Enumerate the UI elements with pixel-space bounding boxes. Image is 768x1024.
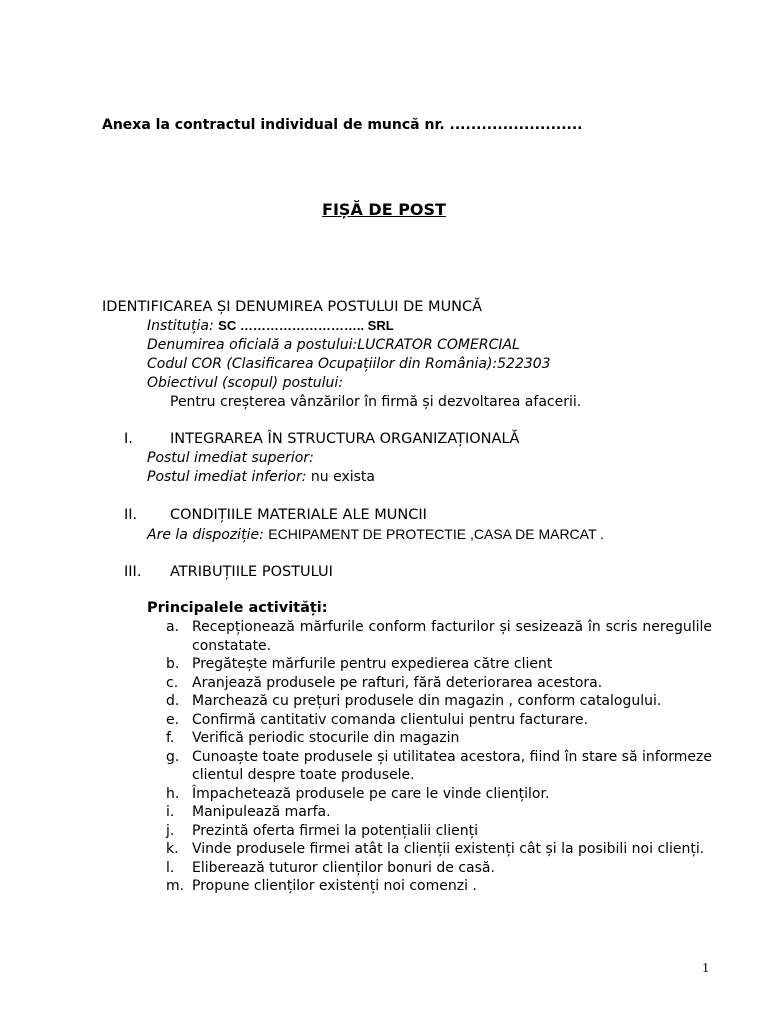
document-title: FIȘĂ DE POST — [322, 200, 446, 219]
list-item-text: Împachetează produsele pe care le vinde clienților. — [192, 785, 550, 802]
section-1-heading: INTEGRAREA ÎN STRUCTURA ORGANIZAȚIONALĂ — [170, 431, 520, 447]
inferior-post-label: Postul imediat inferior: — [147, 469, 307, 485]
superior-post-label: Postul imediat superior: — [147, 450, 314, 466]
list-item — [166, 729, 712, 748]
list-item-text: Vinde produsele firmei atât la clienții existenți cât și la posibili noi clienți. — [192, 841, 705, 857]
institution-line — [147, 317, 394, 335]
objective-text: Pentru creșterea vânzărilor în firmă și dezvoltarea afacerii. — [170, 394, 582, 410]
list-item-label: c. — [166, 674, 179, 691]
list-item-text: Eliberează tuturor clienților bonuri de casă. — [192, 859, 495, 876]
list-item — [166, 711, 712, 730]
list-item-text: Recepționează mărfurile conform facturilor și sesizează în scris neregulile constatate. — [192, 619, 712, 654]
institution-label: Instituția: — [147, 318, 214, 334]
section-3-numeral: III. — [124, 564, 142, 580]
list-item-label: g. — [166, 748, 180, 765]
list-item-label: b. — [166, 656, 180, 672]
list-item-label: d. — [166, 693, 180, 709]
cor-code-line: Codul COR (Clasificarea Ocupațiilor din România):522303 — [147, 356, 551, 372]
list-item-label: l. — [166, 859, 175, 876]
disposal-value: ECHIPAMENT DE PROTECTIE ,CASA DE MARCAT . — [268, 526, 605, 542]
list-item — [166, 655, 712, 674]
list-item-text: Prezintă oferta firmei la potențialii clienți — [192, 822, 478, 839]
list-item-text: Pregătește mărfurile pentru expedierea către client — [192, 656, 553, 672]
list-item — [166, 859, 712, 878]
list-item-label: h. — [166, 785, 180, 802]
section-3-heading: ATRIBUȚIILE POSTULUI — [170, 564, 333, 580]
inferior-post-line — [147, 468, 375, 486]
list-item — [166, 840, 712, 859]
institution-value: SC ……………………….. SRL — [218, 318, 394, 333]
list-item-text: Marchează cu prețuri produsele din magazin , conform catalogului. — [192, 693, 662, 709]
list-item — [166, 748, 712, 785]
list-item — [166, 877, 712, 896]
section-2-numeral: II. — [124, 507, 138, 523]
list-item — [166, 692, 712, 711]
list-item-text: Verifică periodic stocurile din magazin — [192, 730, 460, 746]
activities-heading: Principalele activități: — [147, 600, 328, 616]
identification-heading: IDENTIFICAREA ȘI DENUMIREA POSTULUI DE MUNCĂ — [102, 299, 483, 315]
list-item — [166, 803, 712, 822]
list-item-text: Cunoaște toate produsele și utilitatea acestora, fiind în stare să informeze clientul despre toate produsele. — [192, 748, 712, 783]
list-item-label: a. — [166, 619, 180, 635]
objective-label: Obiectivul (scopul) postului: — [147, 375, 344, 391]
list-item-label: j. — [166, 822, 175, 839]
list-item-text: Aranjează produsele pe rafturi, fără deteriorarea acestora. — [192, 674, 603, 691]
list-item-text: Manipulează marfa. — [192, 804, 331, 820]
section-1-numeral: I. — [124, 431, 133, 447]
disposal-label: Are la dispoziție: — [147, 527, 264, 543]
page-number: 1 — [702, 961, 709, 976]
official-name-line: Denumirea oficială a postului:LUCRATOR COMERCIAL — [147, 337, 520, 353]
disposal-line — [147, 525, 604, 544]
list-item — [166, 822, 712, 841]
list-item — [166, 785, 712, 804]
list-item-label: m. — [166, 878, 185, 894]
list-item-text: Confirmă cantitativ comanda clientului pentru facturare. — [192, 711, 588, 728]
list-item-label: e. — [166, 711, 180, 728]
list-item — [166, 674, 712, 693]
list-item — [166, 618, 712, 655]
section-2-heading: CONDIȚIILE MATERIALE ALE MUNCII — [170, 507, 427, 523]
list-item-label: f. — [166, 730, 175, 746]
inferior-post-value: nu exista — [310, 469, 375, 485]
annex-header: Anexa la contractul individual de muncă nr. ......................... — [102, 117, 583, 133]
list-item-text: Propune clienților existenți noi comenzi . — [192, 878, 477, 894]
list-item-label: k. — [166, 841, 179, 857]
list-item-label: i. — [166, 804, 175, 820]
activities-list — [166, 618, 712, 896]
